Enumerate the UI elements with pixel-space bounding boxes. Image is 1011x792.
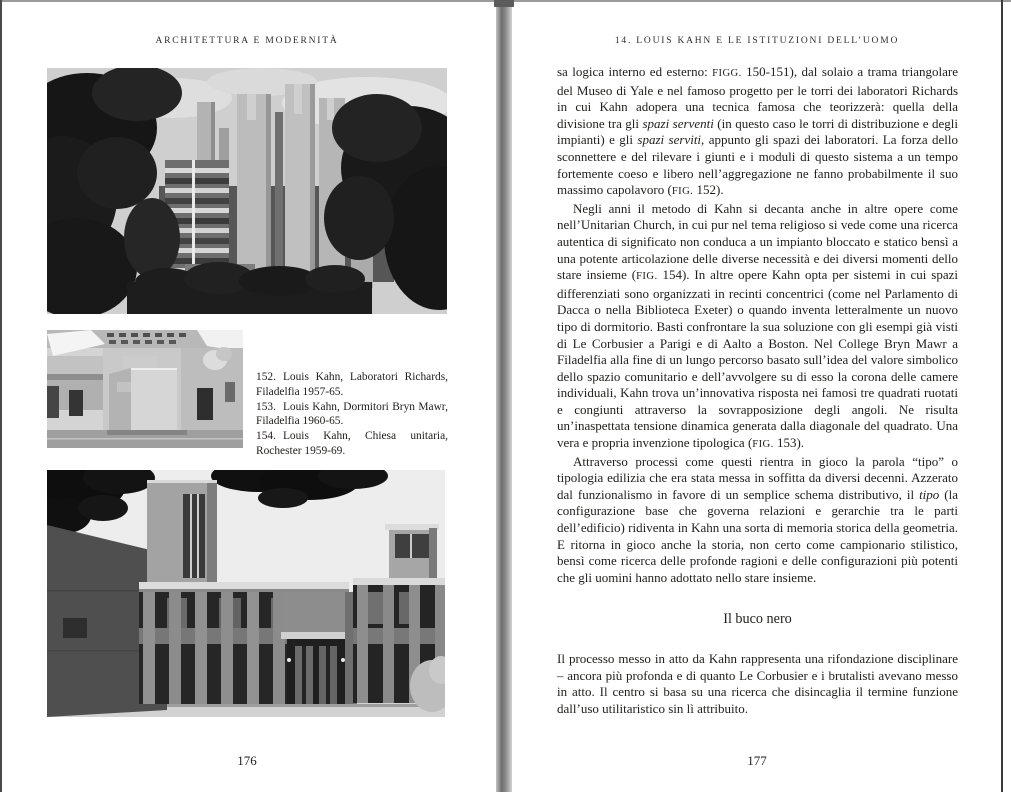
- paragraph: Attraverso processi come questi rientra in gioco la parola “tipo” o tipologia edilizia che era stata messa in soffitta da diversi decenni. Azzerato dal funzionalismo in favore di un semplice schema distributivo, il tipo (la configurazione base che governa relazioni e gerarchie tra le parti dell’edificio) ridiventa in Kahn una sorta di memoria storica della geometria. E ritorna in gioco anche la storia, non certo come campionario stilistico, bensì come ricerca delle profonde ragioni e delle configurazioni più potenti che gli uomini hanno adottato nello stare insieme.: [557, 453, 958, 585]
- book-gutter-shadow: [494, 0, 514, 7]
- book-gutter: [496, 0, 512, 792]
- foreground-shrubs: [127, 262, 372, 314]
- scan-left-edge: [0, 0, 2, 792]
- running-head-left: ARCHITETTURA E MODERNITÀ: [155, 36, 339, 46]
- central-concrete-volume: [103, 348, 181, 436]
- rooftop-penthouse: [385, 524, 439, 578]
- entrance: [281, 592, 351, 704]
- figure-caption: [256, 429, 448, 459]
- figure-caption: [256, 370, 448, 400]
- richards-laboratories-photo: [47, 68, 447, 314]
- page-number-left: 176: [237, 753, 257, 768]
- page-number-right: 177: [747, 753, 767, 768]
- body-text: [557, 64, 958, 717]
- paragraph: Il processo messo in atto da Kahn rappresenta una rifondazione disciplinare – ancora più profonda e di quanto Le Corbusier e i brutalisti avevano messo in atto. Il centro si basa su una ricerca che disincaglia il termine funzione dall’uso utilitaristico sin lì attribuito.: [557, 651, 958, 716]
- paragraph: sa logica interno ed esterno: FIGG. 150-151), dal solaio a trama triangolare del Museo di Yale e nel famoso progetto per le torri dei laboratori Richards in cui Kahn adopera una tecnica famosa che teorizzerà: quella della divisione tra gli spazi serventi (in questo caso le torri di distribuzione e degli impianti) e gli spazi serviti, appunto gli spazi dei laboratori. La forza dello sconnettere e del rilevare i giunti e i moduli di questo sistema a un tempo fortemente coeso e libero nell’aggregazione ne fanno probabilmente il suo massimo capolavoro (FIG. 152).: [557, 64, 958, 198]
- balcony-left: [47, 356, 105, 418]
- figure-caption-number: 153.: [256, 400, 276, 413]
- figure-captions: [256, 370, 448, 459]
- figure-caption-text: Louis Kahn, Chiesa unitaria, Rochester 1959-69.: [256, 430, 448, 457]
- central-brick-tower: [147, 480, 217, 586]
- figure-caption-number: 152.: [256, 371, 276, 383]
- paragraph: Negli anni il metodo di Kahn si decanta anche in altre opere come nell’Unitarian Church, in cui pur nel tema religioso si vede come una ricerca autentica di significato non conduca a un impianto bloccato e statico bensì a una potente articolazione delle diverse necessità e dei diversi momenti dello stare insieme (FIG. 154). In altre opere Kahn opta per sistemi in cui spazi differenziati sono organizzati in recinti concentrici (come nel Parlamento di Dacca o nella Biblioteca Exeter) o quando inventa letteralmente un nuovo tipo di dormitorio. Basti confrontare la sua soluzione con gli esempi già visti di Le Corbusier a Parigi e di Aalto a Boston. Nel College Bryn Mawr a Filadelfia alla fine di un lungo percorso basato sull’idea del valore simbolico dello spazio comunitario e dell’avvolgere su di esso la corona delle camere individuali, Kahn trova un’innovativa risposta nei famosi tre quadrati ruotati e congiunti attraverso la sovrapposizione degli angoli. Ne risulta un’inaspettata tensione dinamica generata dalla diagonale del quadrato. Una vera e propria invenzione tipologica (FIG. 153).: [557, 200, 958, 451]
- running-head-right: 14. LOUIS KAHN E LE ISTITUZIONI DELL’UOMO: [614, 36, 900, 46]
- figure-caption-text: Louis Kahn, Laboratori Richards, Filadelfia 1957-65.: [256, 371, 448, 398]
- figure-caption-number: 154.: [256, 430, 276, 443]
- floor: [47, 430, 243, 448]
- right-wall: [181, 347, 243, 430]
- bryn-mawr-interior-photo: [47, 330, 243, 448]
- figure-caption-text: Louis Kahn, Dormitori Bryn Mawr, Filadelfia 1960-65.: [256, 400, 448, 428]
- scan-right-edge: [1001, 0, 1003, 792]
- section-heading: Il buco nero: [723, 611, 792, 628]
- figure-caption: [256, 400, 448, 430]
- unitarian-church-photo: [47, 470, 445, 717]
